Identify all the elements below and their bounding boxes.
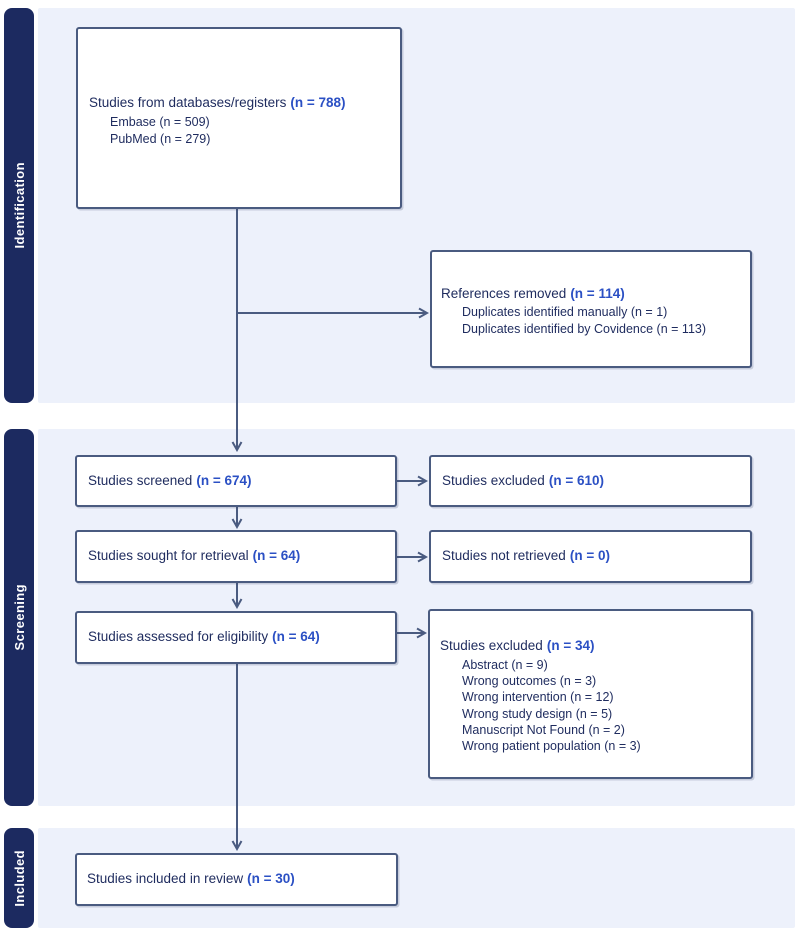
box-label: Studies assessed for eligibility bbox=[88, 629, 269, 645]
box-count: (n = 64) bbox=[252, 548, 301, 564]
subline: Wrong outcomes (n = 3) bbox=[462, 674, 597, 689]
box-count: (n = 30) bbox=[247, 871, 295, 887]
box-studies-included-review bbox=[75, 853, 398, 906]
box-title bbox=[89, 95, 392, 112]
box-studies-not-retrieved bbox=[429, 530, 752, 583]
box-title bbox=[442, 473, 604, 490]
subline: Embase (n = 509) bbox=[110, 114, 210, 129]
box-title bbox=[88, 473, 251, 490]
box-count: (n = 34) bbox=[546, 638, 595, 653]
box-title bbox=[88, 629, 320, 646]
box-label: References removed bbox=[441, 285, 567, 301]
box-count: (n = 64) bbox=[272, 629, 320, 645]
box-studies-assessed-eligibility bbox=[75, 611, 397, 664]
box-sublines bbox=[462, 657, 743, 755]
box-studies-excluded-screening bbox=[429, 455, 752, 507]
box-count: (n = 610) bbox=[548, 472, 604, 488]
subline: Manuscript Not Found (n = 2) bbox=[462, 722, 625, 737]
box-label: Studies excluded bbox=[442, 472, 545, 488]
box-label: Studies screened bbox=[88, 472, 193, 488]
box-references-removed bbox=[430, 250, 752, 368]
box-studies-from-databases bbox=[76, 27, 402, 209]
box-sublines bbox=[462, 304, 750, 338]
box-studies-screened bbox=[75, 455, 397, 507]
box-studies-excluded-eligibility bbox=[428, 609, 753, 779]
subline: Wrong patient population (n = 3) bbox=[462, 739, 641, 754]
box-title bbox=[441, 286, 750, 303]
box-title bbox=[88, 548, 300, 565]
box-label: Studies sought for retrieval bbox=[88, 548, 249, 564]
box-count: (n = 674) bbox=[196, 472, 252, 488]
identification-label: Identification bbox=[11, 162, 27, 249]
box-label: Studies included in review bbox=[87, 871, 244, 887]
subline: Duplicates identified by Covidence (n = 113) bbox=[462, 322, 707, 337]
subline: Wrong study design (n = 5) bbox=[462, 706, 613, 721]
screening-label: Screening bbox=[11, 584, 27, 651]
box-studies-sought-retrieval bbox=[75, 530, 397, 583]
box-title bbox=[87, 871, 295, 888]
subline: Abstract (n = 9) bbox=[462, 657, 548, 672]
box-label: Studies from databases/registers bbox=[89, 95, 287, 110]
subline: Wrong intervention (n = 12) bbox=[462, 690, 614, 705]
subline: Duplicates identified manually (n = 1) bbox=[462, 305, 668, 320]
box-label: Studies excluded bbox=[440, 638, 543, 653]
box-title bbox=[442, 548, 610, 565]
subline: PubMed (n = 279) bbox=[110, 131, 211, 146]
box-label: Studies not retrieved bbox=[442, 548, 566, 564]
box-sublines bbox=[110, 114, 392, 148]
box-count: (n = 114) bbox=[570, 285, 625, 301]
box-count: (n = 788) bbox=[290, 95, 346, 110]
box-count: (n = 0) bbox=[569, 548, 610, 564]
included-label: Included bbox=[11, 849, 27, 907]
box-title bbox=[440, 638, 743, 655]
